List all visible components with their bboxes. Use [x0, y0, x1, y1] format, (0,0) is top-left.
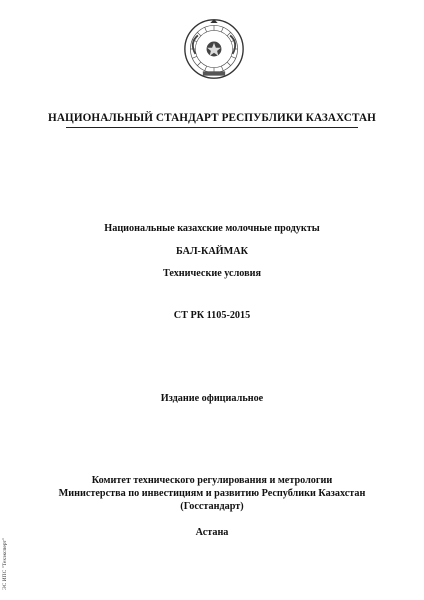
side-watermark: ЭС ИПС "Техэксперт" — [2, 537, 8, 590]
city: Астана — [195, 527, 229, 538]
publisher-line-2: Министерства по инвестициям и развитию Республики Казахстан — [58, 488, 366, 499]
page-header: НАЦИОНАЛЬНЫЙ СТАНДАРТ РЕСПУБЛИКИ КАЗАХСТАН — [48, 112, 376, 124]
state-emblem-of-kazakhstan-icon — [183, 18, 245, 80]
publisher-line-3: (Госстандарт) — [180, 501, 244, 512]
standard-code: СТ РК 1105-2015 — [173, 310, 251, 321]
edition-note: Издание официальное — [160, 393, 264, 404]
product-name: БАЛ-КАЙМАК — [176, 246, 248, 257]
header-divider — [66, 127, 358, 128]
document-subtitle: Технические условия — [162, 268, 262, 279]
product-category: Национальные казахские молочные продукты — [104, 223, 320, 234]
publisher-line-1: Комитет технического регулирования и метрологии — [91, 475, 333, 486]
